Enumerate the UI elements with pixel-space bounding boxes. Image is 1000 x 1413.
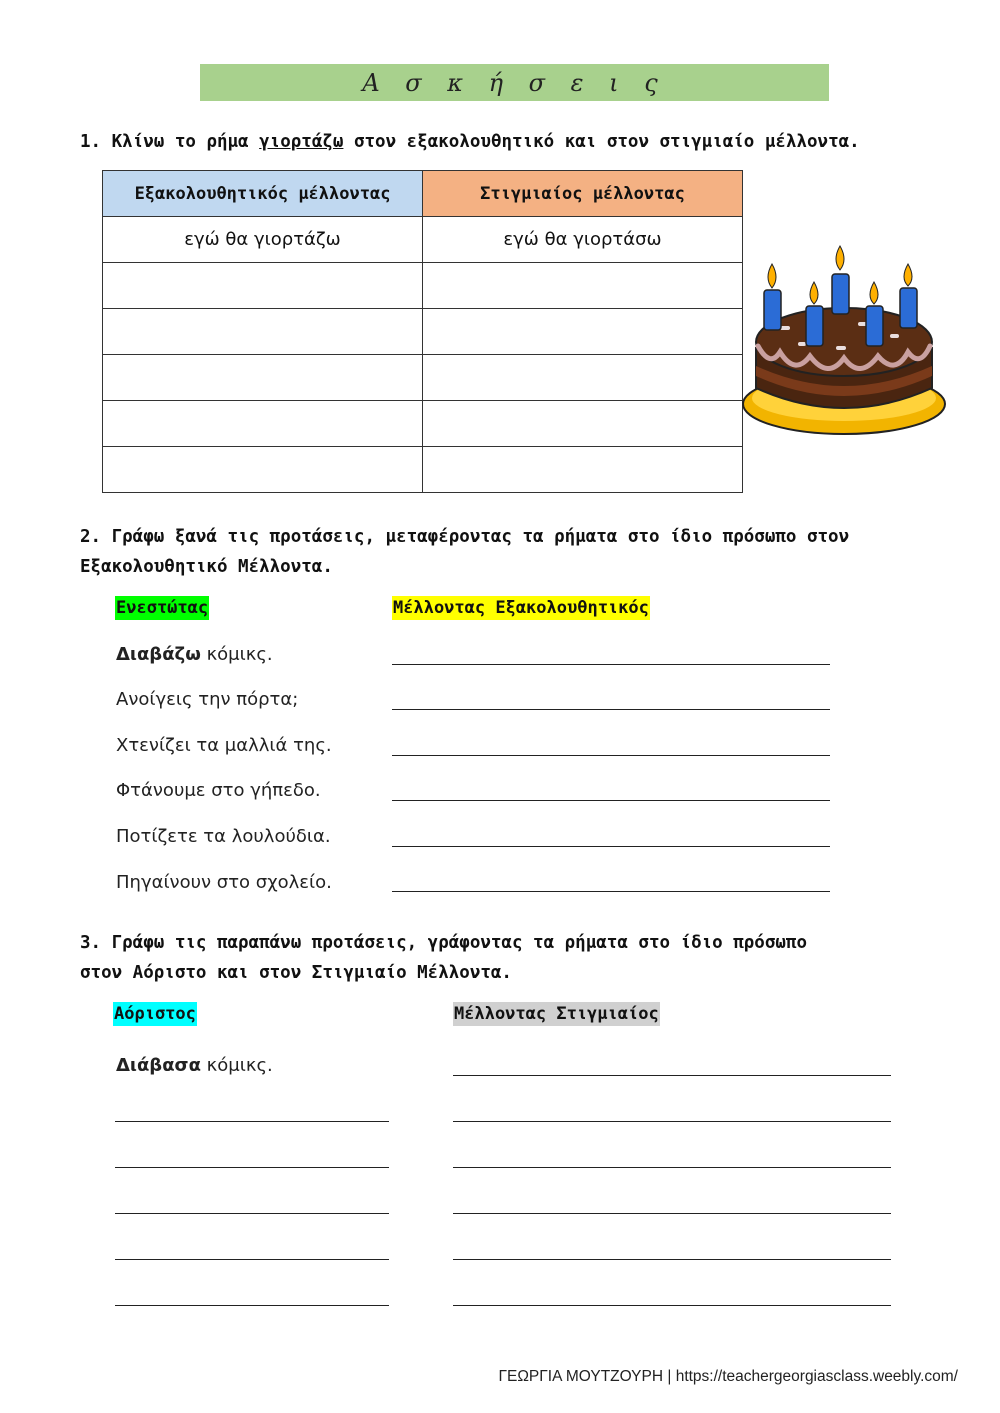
answer-line[interactable] <box>115 1305 389 1306</box>
table-row <box>103 263 743 309</box>
table-row <box>103 309 743 355</box>
continuous-future-label: Μέλλοντας Εξακολουθητικός <box>393 598 649 618</box>
sentence-6: Πηγαίνουν στο σχολείο. <box>116 872 332 893</box>
simple-future-label: Μέλλοντας Στιγμιαίος <box>454 1004 659 1024</box>
table-cell: εγώ θα γιορτάσω <box>423 217 743 263</box>
answer-cell[interactable] <box>423 401 743 447</box>
answer-line[interactable] <box>392 664 830 665</box>
answer-cell[interactable] <box>103 309 423 355</box>
answer-line[interactable] <box>392 846 830 847</box>
sentence-5: Ποτίζετε τα λουλούδια. <box>116 826 331 847</box>
answer-line[interactable] <box>453 1305 891 1306</box>
answer-cell[interactable] <box>423 355 743 401</box>
answer-line[interactable] <box>453 1213 891 1214</box>
answer-line[interactable] <box>392 755 830 756</box>
conjugation-table <box>102 170 743 493</box>
answer-cell[interactable] <box>103 447 423 493</box>
exercise-2-instruction <box>80 522 900 582</box>
present-tense-label: Ενεστώτας <box>116 598 209 618</box>
sentence-1 <box>116 644 273 665</box>
answer-line[interactable] <box>392 800 830 801</box>
table-row <box>103 401 743 447</box>
sentence-3: Χτενίζει τα μαλλιά της. <box>116 735 332 756</box>
exercise-1-verb: γιορτάζω <box>259 132 344 152</box>
footer-credit: ΓΕΩΡΓΙΑ ΜΟΥΤΖΟΥΡΗ | https://teachergeorgiasclass.weebly.com/ <box>498 1368 958 1385</box>
exercise-2-line-1: 2. Γράφω ξανά τις προτάσεις, μεταφέροντας τα ρήματα στο ίδιο πρόσωπο στον <box>80 527 850 547</box>
answer-cell[interactable] <box>103 263 423 309</box>
table-cell: εγώ θα γιορτάζω <box>103 217 423 263</box>
example-verb: Διάβασα <box>116 1055 201 1076</box>
table-row <box>103 447 743 493</box>
answer-cell[interactable] <box>423 263 743 309</box>
answer-line[interactable] <box>453 1075 891 1076</box>
table-row <box>103 217 743 263</box>
example-rest: κόμικς. <box>200 1055 273 1076</box>
title-banner <box>200 64 829 101</box>
exercise-1-number: 1. <box>80 132 102 152</box>
answer-line[interactable] <box>453 1121 891 1122</box>
sentence-1-rest: κόμικς. <box>200 644 273 665</box>
example-sentence <box>116 1055 273 1076</box>
exercise-2-line-2: Εξακολουθητικό Μέλλοντα. <box>80 557 333 577</box>
page-title: Α σ κ ή σ ε ι ς <box>362 68 667 97</box>
exercise-1-text-post: στον εξακολουθητικό και στον στιγμιαίο μέλλοντα. <box>343 132 860 152</box>
sentence-4: Φτάνουμε στο γήπεδο. <box>116 780 321 801</box>
answer-cell[interactable] <box>423 309 743 355</box>
header-simple-future: Στιγμιαίος μέλλοντας <box>423 171 743 217</box>
answer-line[interactable] <box>453 1167 891 1168</box>
answer-line[interactable] <box>115 1259 389 1260</box>
sentence-1-verb: Διαβάζω <box>116 644 201 665</box>
exercise-3-instruction <box>80 928 900 988</box>
table-header-row <box>103 171 743 217</box>
answer-line[interactable] <box>392 891 830 892</box>
answer-line[interactable] <box>392 709 830 710</box>
answer-cell[interactable] <box>103 355 423 401</box>
exercise-1-text-pre: Κλίνω το ρήμα <box>111 132 260 152</box>
birthday-cake-icon <box>740 238 952 448</box>
answer-line[interactable] <box>115 1213 389 1214</box>
header-continuous-future: Εξακολουθητικός μέλλοντας <box>103 171 423 217</box>
answer-cell[interactable] <box>103 401 423 447</box>
answer-line[interactable] <box>115 1121 389 1122</box>
exercise-3-line-2: στον Αόριστο και στον Στιγμιαίο Μέλλοντα. <box>80 963 512 983</box>
sentence-2: Ανοίγεις την πόρτα; <box>116 689 299 710</box>
exercise-1-instruction <box>80 127 860 157</box>
answer-line[interactable] <box>453 1259 891 1260</box>
answer-cell[interactable] <box>423 447 743 493</box>
exercise-3-line-1: 3. Γράφω τις παραπάνω προτάσεις, γράφοντας τα ρήματα στο ίδιο πρόσωπο <box>80 933 807 953</box>
aorist-label: Αόριστος <box>114 1004 196 1024</box>
answer-line[interactable] <box>115 1167 389 1168</box>
table-row <box>103 355 743 401</box>
